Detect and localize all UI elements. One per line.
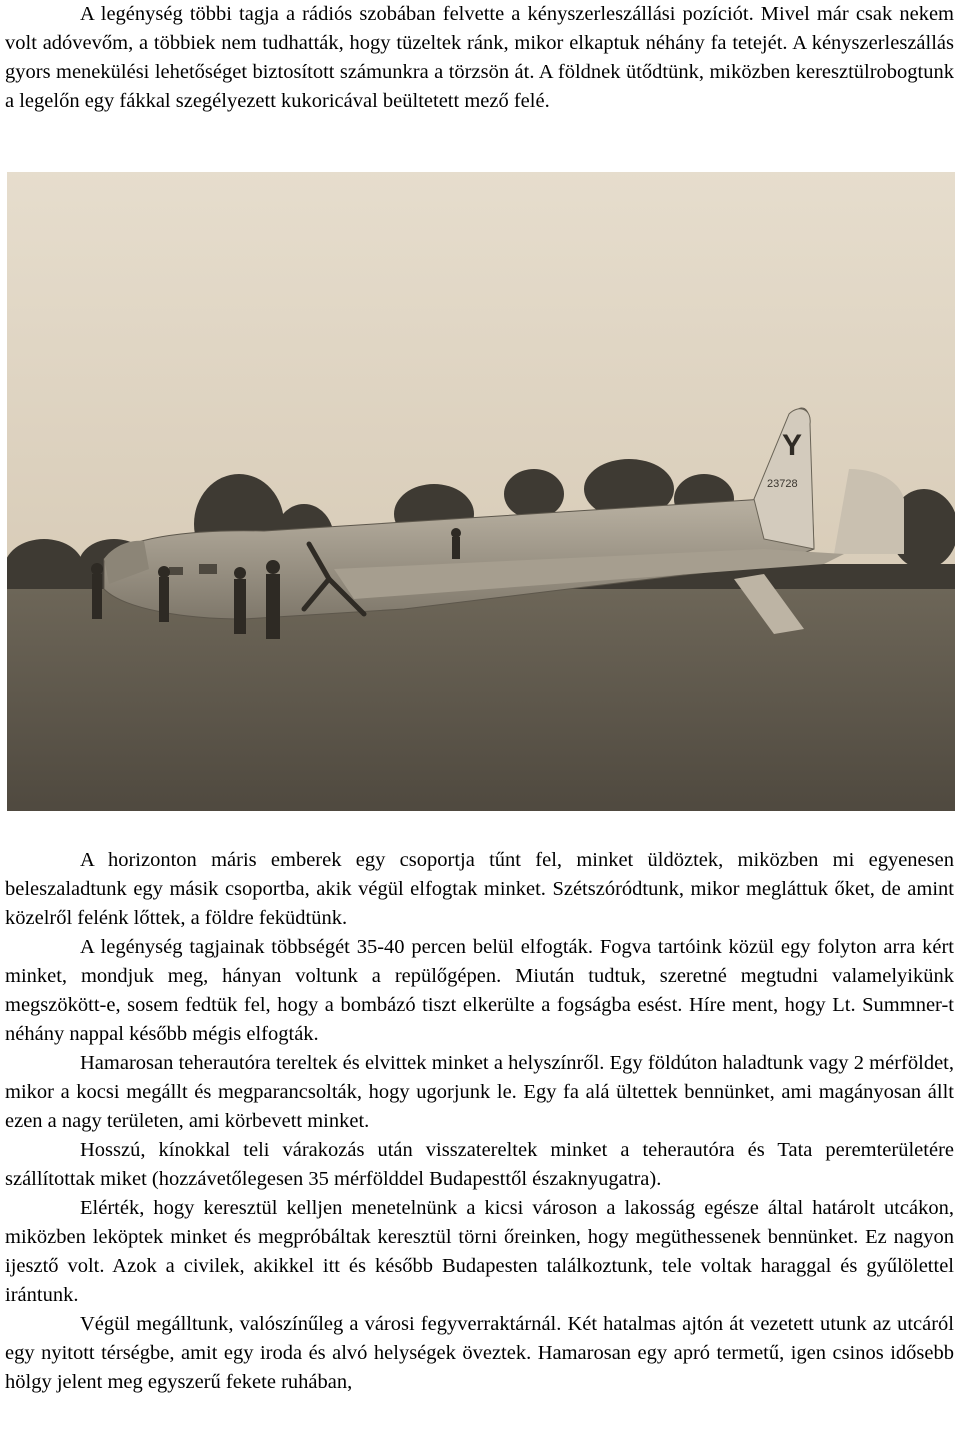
grass-field [4,589,958,814]
cockpit-window [199,564,217,574]
paragraph-2: A legénység tagjainak többségét 35-40 percen belül elfogták. Fogva tartóink közül egy folyton arra kért minket, mondjuk meg, hányan voltunk a repülőgépen. Miután tudtuk, szeretné megtudni valamelyikünk megszökött-e, sosem fedtük fel, hogy a bombázó tiszt elkerülte a fogságba esést. Híre ment, hogy Lt. Summner-t néhány nappal később mégis elfogták. [5,936,954,1045]
tail-marking: Y [782,429,803,462]
paragraph-1: A horizonton máris emberek egy csoportja tűnt fel, minket üldöztek, miközben mi egyenesen beleszaladtunk egy másik csoportba, akik végül elfogtak minket. Szétszóródtunk, mikor megláttuk őket, de amint közelről felénk lőttek, a földre feküdtünk. [5,849,954,929]
nose-window [169,567,183,575]
paragraph-4: Hosszú, kínokkal teli várakozás után visszatereltek minket a teherautóra és Tata peremterületére szállítottak miket (hozzávetőlegesen 35 mérfölddel Budapesttől északnyugatra). [5,1139,954,1190]
paragraph-5: Elérték, hogy keresztül kelljen menetelnünk a kicsi városon a lakosság egésze által határolt utcákon, miközben leköptek minket és megpróbáltak keresztül törni őreinken, hogy megüthessenek bennünket. Ez nagyon ijesztő volt. Azok a civilek, akikkel itt és később Budapesten találkoztunk, tele voltak haraggal és gyűlölettel irántunk. [5,1197,954,1306]
body-text-block [0,846,960,1397]
intro-text-block [0,0,960,116]
crash-landed-bomber-photo [4,169,958,814]
paragraph-6: Végül megálltunk, valószínűleg a városi fegyverraktárnál. Két hatalmas ajtón át vezetett utunk az utcáról egy nyitott térségbe, amit egy iroda és alvó helységek öveztek. Hamarosan egy apró termetű, igen csinos idősebb hölgy jelent meg egyszerű fekete ruhában, [5,1313,954,1393]
photo-illustration [4,169,958,814]
intro-paragraph: A legénység többi tagja a rádiós szobában felvette a kényszerleszállási pozíciót. Mivel már csak nekem volt adóvevőm, a többiek nem tudhatták, hogy tüzeltek ránk, mikor elkaptuk néhány fa tetejét. A kényszerleszállás gyors menekülési lehetőséget biztosított számunkra a törzsön át. A földnek ütődtünk, miközben keresztülrobogtunk a legelőn egy fákkal szegélyezett kukoricával beültetett mező felé. [5,3,954,112]
tail-number: 23728 [767,478,798,490]
paragraph-3: Hamarosan teherautóra tereltek és elvittek minket a helyszínről. Egy földúton haladtunk vagy 2 mérföldet, mikor a kocsi megállt és megparancsolták, hogy ugorjunk le. Egy fa alá ültettek bennünket, ami magányosan állt ezen a nagy területen, ami körbevett minket. [5,1052,954,1132]
